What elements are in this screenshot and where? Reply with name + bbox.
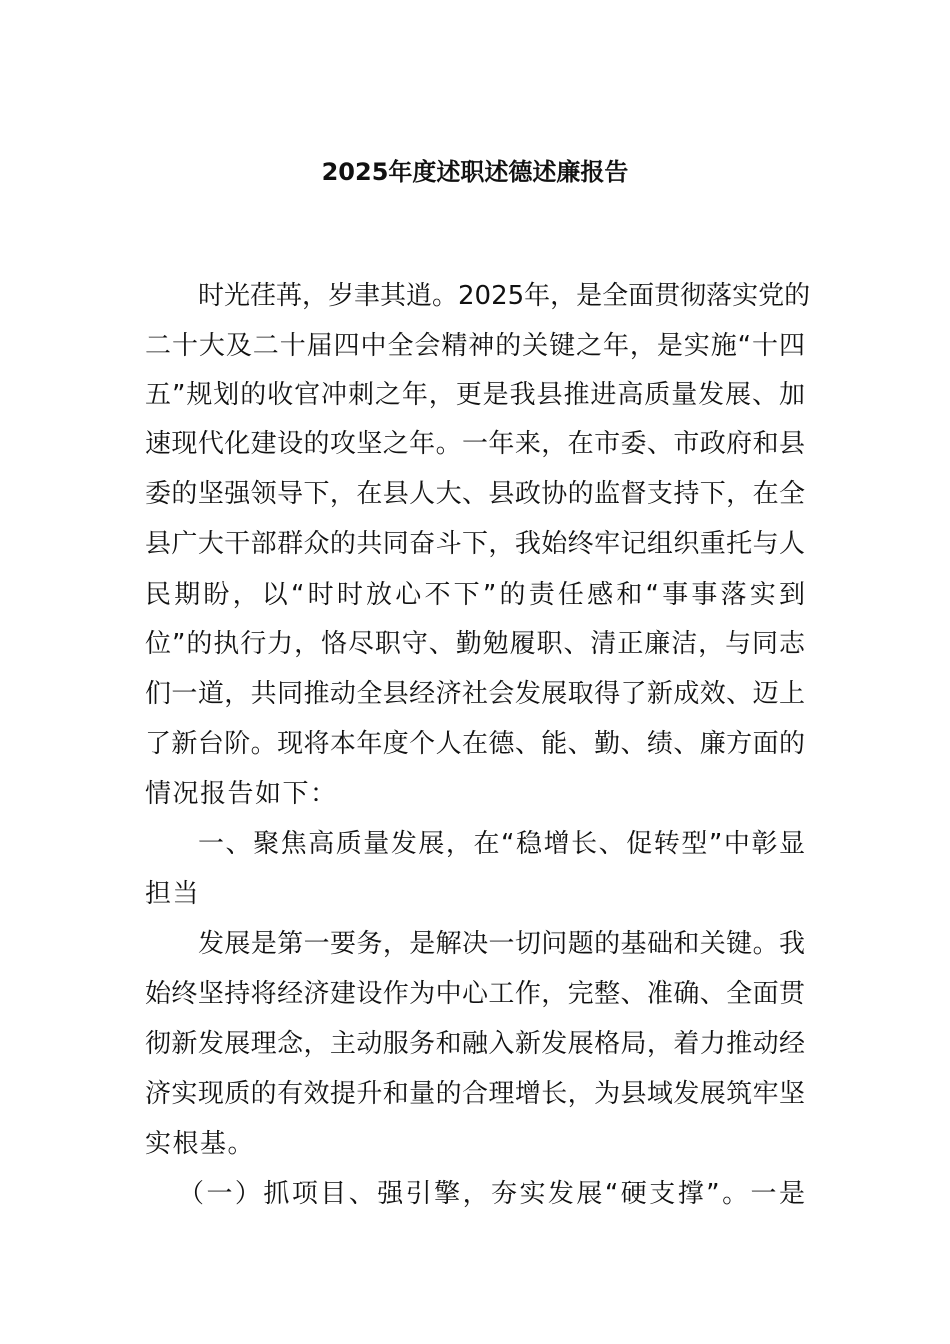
paragraph-line: 发展是第一要务，是解决一切问题的基础和关键。我 — [198, 929, 805, 959]
paragraph-line: 五”规划的收官冲刺之年，更是我县推进高质量发展、加 — [145, 380, 805, 410]
paragraph-line: 委的坚强领导下，在县人大、县政协的监督支持下，在全 — [145, 479, 805, 509]
paragraph-line: 时光荏苒，岁聿其逍。2025年，是全面贯彻落实党的 — [198, 281, 811, 311]
paragraph-line: 始终坚持将经济建设作为中心工作，完整、准确、全面贯 — [145, 979, 805, 1009]
paragraph-line: 速现代化建设的攻坚之年。一年来，在市委、市政府和县 — [145, 429, 805, 459]
paragraph-line: 们一道，共同推动全县经济社会发展取得了新成效、迈上 — [145, 679, 805, 709]
subsection-heading-line: （一）抓项目、强引擎，夯实发展“硬支撑”。一是 — [178, 1179, 805, 1209]
paragraph-line: 二十大及二十届四中全会精神的关键之年，是实施“十四 — [145, 331, 805, 361]
paragraph-line: 济实现质的有效提升和量的合理增长，为县域发展筑牢坚 — [145, 1079, 805, 1109]
paragraph-line: 实根基。 — [145, 1129, 256, 1159]
paragraph-line: 民期盼，以“时时放心不下”的责任感和“事事落实到 — [145, 580, 805, 610]
paragraph-line: 彻新发展理念，主动服务和融入新发展格局，着力推动经 — [145, 1029, 805, 1059]
section-heading-line: 担当 — [145, 879, 201, 909]
paragraph-line: 位”的执行力，恪尽职守、勤勉履职、清正廉洁，与同志 — [145, 629, 805, 659]
document-title: 2025年度述职述德述廉报告 — [321, 158, 629, 186]
paragraph-line: 县广大干部群众的共同奋斗下，我始终牢记组织重托与人 — [145, 529, 805, 559]
paragraph-line: 了新台阶。现将本年度个人在德、能、勤、绩、廉方面的 — [145, 729, 805, 759]
paragraph-line: 情况报告如下： — [145, 779, 338, 809]
section-heading-line: 一、聚焦高质量发展，在“稳增长、促转型”中彰显 — [198, 829, 805, 859]
